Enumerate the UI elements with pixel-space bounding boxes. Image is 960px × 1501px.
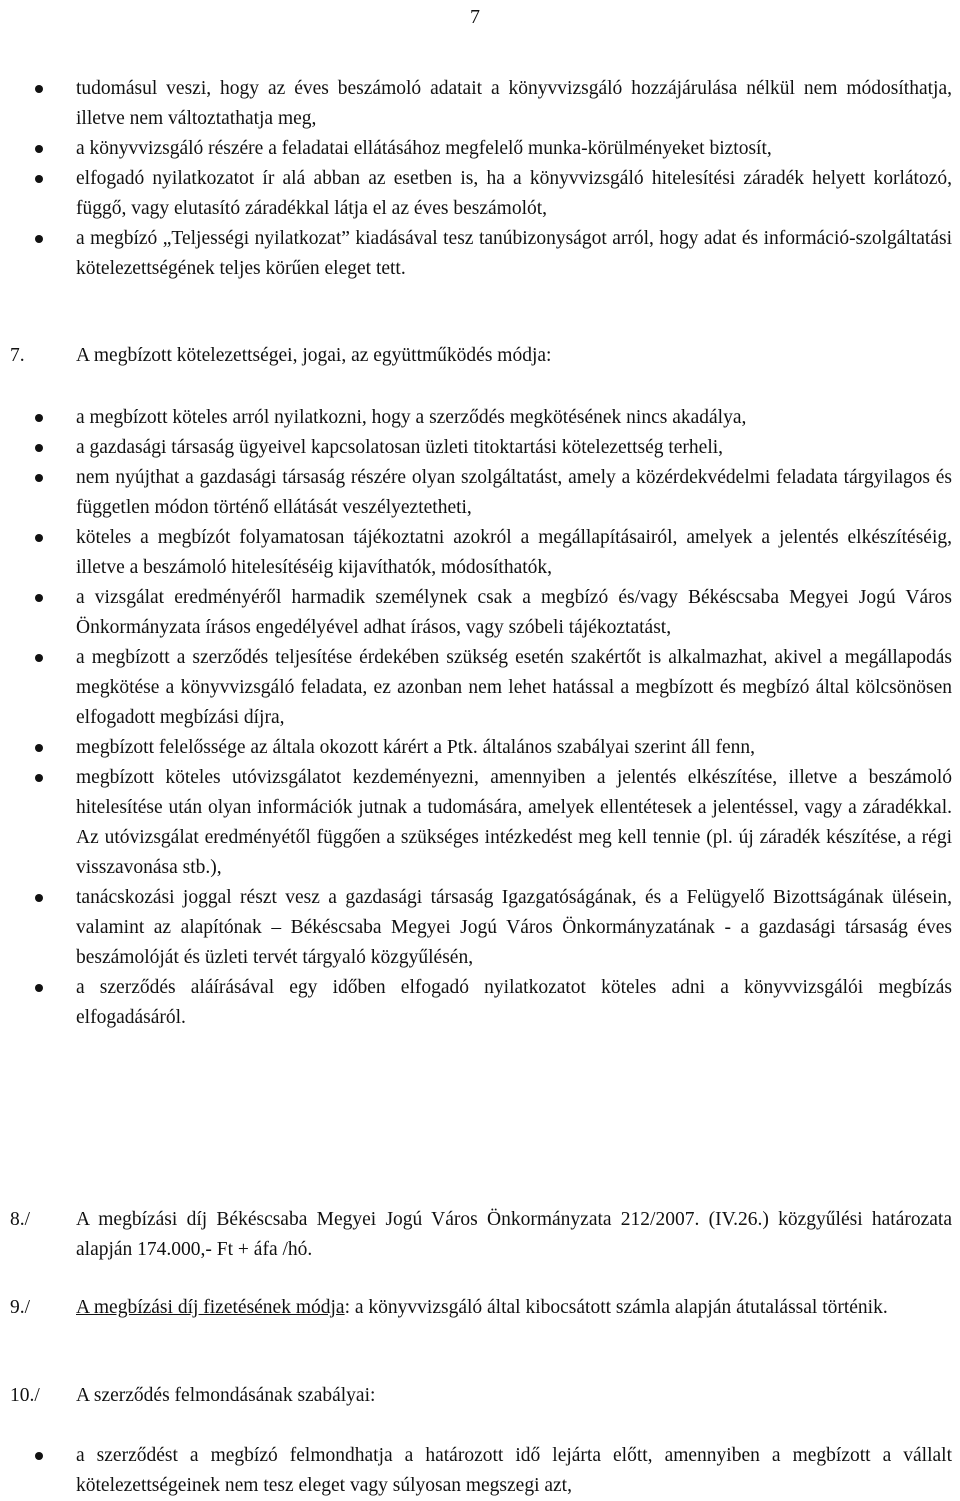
obligations-list-top (0, 74, 960, 284)
bullet-icon (35, 444, 43, 452)
list-item (0, 973, 960, 1033)
bullet-icon (35, 175, 43, 183)
section-text: : a könyvvizsgáló által kibocsátott számla alapján átutalással történik. (344, 1297, 888, 1318)
list-item-text: köteles a megbízót folyamatosan tájékoztatni azokról a megállapításairól, amelyek a jelentés elkészítéséig, illetve a beszámoló hitelesítéséig kijavíthatók, módosíthatók, (76, 527, 952, 578)
section-8 (0, 1205, 960, 1265)
section-underlined-title: A megbízási díj fizetésének módja (76, 1297, 345, 1318)
section-7-heading (0, 341, 960, 371)
list-item-text: a vizsgálat eredményéről harmadik személynek csak a megbízó és/vagy Békéscsaba Megyei Jogú Város Önkormányzata írásos engedélyével adhat írásos, vagy szóbeli tájékoztatást, (76, 587, 952, 638)
list-item (0, 224, 960, 284)
section-number: 9./ (10, 1297, 31, 1318)
list-item-text: a megbízott köteles arról nyilatkozni, hogy a szerződés megkötésének nincs akadálya, (76, 407, 747, 428)
section-title: A megbízott kötelezettségei, jogai, az együttműködés módja: (76, 345, 552, 366)
bullet-icon (35, 235, 43, 243)
list-item-text: megbízott felelőssége az általa okozott kárért a Ptk. általános szabályai szerint áll fenn, (76, 737, 755, 758)
list-item-text: a gazdasági társaság ügyeivel kapcsolatosan üzleti titoktartási kötelezettség terheli, (76, 437, 724, 458)
list-item (0, 643, 960, 733)
section-title: A szerződés felmondásának szabályai: (76, 1385, 376, 1406)
bullet-icon (35, 894, 43, 902)
list-item (0, 403, 960, 433)
list-item (0, 134, 960, 164)
list-item (0, 733, 960, 763)
list-item-text: elfogadó nyilatkozatot ír alá abban az esetben is, ha a könyvvizsgáló hitelesítési záradék helyett korlátozó, függő, vagy elutasító záradékkal látja el az éves beszámolót, (76, 168, 952, 219)
list-item-text: a könyvvizsgáló részére a feladatai ellátásához megfelelő munka-körülményeket biztosít, (76, 138, 772, 159)
page-number: 7 (470, 6, 480, 28)
list-item (0, 523, 960, 583)
section-number: 7. (10, 345, 25, 366)
list-item-text: tudomásul veszi, hogy az éves beszámoló adatait a könyvvizsgáló hozzájárulása nélkül nem módosíthatja, illetve nem változtathatja meg, (76, 78, 952, 129)
list-item-text: a megbízó „Teljességi nyilatkozat” kiadásával tesz tanúbizonyságot arról, hogy adat és információ-szolgáltatási kötelezettségének teljes körűen eleget tett. (76, 228, 952, 279)
bullet-icon (35, 744, 43, 752)
bullet-icon (35, 85, 43, 93)
section-10-list (0, 1441, 960, 1501)
list-item-text: nem nyújthat a gazdasági társaság részére olyan szolgáltatást, amely a közérdekvédelmi feladata tárgyilagos és független módon történő ellátását veszélyeztetheti, (76, 467, 952, 518)
bullet-icon (35, 1452, 43, 1460)
list-item (0, 1441, 960, 1501)
list-item-text: a szerződés aláírásával egy időben elfogadó nyilatkozatot köteles adni a könyvvizsgálói megbízás elfogadásáról. (76, 977, 952, 1028)
list-item (0, 763, 960, 883)
bullet-icon (35, 984, 43, 992)
bullet-icon (35, 534, 43, 542)
bullet-icon (35, 414, 43, 422)
list-item (0, 883, 960, 973)
bullet-icon (35, 145, 43, 153)
list-item-text: tanácskozási joggal részt vesz a gazdasági társaság Igazgatóságának, és a Felügyelő Bizottságának ülésein, valamint az alapítónak – Békéscsaba Megyei Jogú Város Önkormányzatának - a gazdasági társaság éves beszámolóját és üzleti tervét tárgyaló közgyűlésén, (76, 887, 952, 968)
list-item (0, 74, 960, 134)
section-7-list (0, 403, 960, 1033)
section-text: A megbízási díj Békéscsaba Megyei Jogú Város Önkormányzata 212/2007. (IV.26.) közgyűlési határozata alapján 174.000,- Ft + áfa /hó. (76, 1209, 952, 1260)
list-item-text: megbízott köteles utóvizsgálatot kezdeményezni, amennyiben a jelentés elkészítése, illetve a beszámoló hitelesítése után olyan információk jutnak a tudomására, amelyek ellentétesek a jelentéssel, vagy a záradékkal. Az utóvizsgálat eredményétől függően a szükséges intézkedést meg kell tennie (pl. új záradék készítése, a régi visszavonása stb.), (76, 767, 952, 878)
list-item (0, 164, 960, 224)
section-number: 8./ (10, 1209, 31, 1230)
section-10-heading (0, 1381, 960, 1411)
list-item (0, 433, 960, 463)
list-item-text: a szerződést a megbízó felmondhatja a határozott idő lejárta előtt, amennyiben a megbízott a vállalt kötelezettségeinek nem tesz eleget vagy súlyosan megszegi azt, (76, 1445, 952, 1496)
bullet-icon (35, 594, 43, 602)
section-number: 10./ (10, 1385, 40, 1406)
bullet-icon (35, 474, 43, 482)
list-item (0, 583, 960, 643)
list-item (0, 463, 960, 523)
list-item-text: a megbízott a szerződés teljesítése érdekében szükség esetén szakértőt is alkalmazhat, akivel a megállapodás megkötése a könyvvizsgáló feladata, ez azonban nem lehet hatással a megbízott és megbízó által kölcsönösen elfogadott megbízási díjra, (76, 647, 952, 728)
bullet-icon (35, 774, 43, 782)
section-9 (0, 1293, 960, 1323)
bullet-icon (35, 654, 43, 662)
